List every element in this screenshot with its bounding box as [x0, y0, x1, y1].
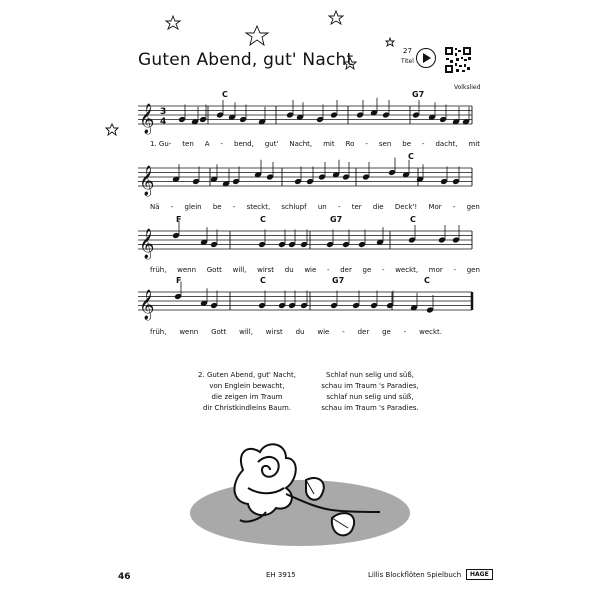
track-number: 27: [403, 47, 412, 55]
verse-line: schlaf nun selig und süß,: [326, 393, 414, 401]
lyric-syllable: ten: [182, 140, 194, 148]
lyric-syllable: dacht,: [435, 140, 458, 148]
verse-line: schau im Traum 's Paradies,: [321, 382, 419, 390]
lyric-syllable: -: [421, 140, 425, 148]
lyric-syllable: be: [212, 203, 222, 211]
lyric-syllable: die: [372, 203, 384, 211]
lyric-syllable: A: [204, 140, 210, 148]
publisher-logo: HAGE: [466, 569, 493, 580]
treble-clef-icon: 𝄞: [139, 290, 155, 320]
verse-line: dir Christkindleins Baum.: [203, 404, 291, 412]
lyric-syllable: -: [327, 266, 330, 274]
lyric-syllable: ge: [362, 266, 372, 274]
lyric-syllable: -: [403, 328, 407, 336]
lyric-syllable: ge: [382, 328, 391, 336]
lyric-syllable: mit: [323, 140, 335, 148]
chord-symbol: C: [410, 215, 416, 224]
lyric-syllable: Nä: [150, 203, 160, 211]
book-title: Lillis Blockflöten Spielbuch: [368, 571, 462, 579]
chord-symbol: G7: [330, 215, 343, 224]
verse-line: Schlaf nun selig und süß,: [326, 371, 414, 379]
lyric-syllable: -: [342, 328, 345, 336]
lyric-syllable: weckt.: [419, 328, 442, 336]
lyric-syllable: -: [365, 140, 368, 148]
time-signature-top: 3: [160, 107, 167, 117]
lyric-syllable: wirst: [265, 328, 283, 336]
lyric-syllable: glein: [184, 203, 202, 211]
lyric-syllable: -: [453, 266, 456, 274]
lyric-syllable: früh,: [150, 266, 167, 274]
lyric-syllable: gen: [466, 266, 480, 274]
chord-symbol: C: [260, 276, 266, 285]
lyric-syllable: Nacht,: [289, 140, 313, 148]
lyric-syllable: -: [452, 203, 456, 211]
lyric-syllable: ter: [351, 203, 362, 211]
lyric-syllable: wirst: [257, 266, 275, 274]
lyric-syllable: Gott: [206, 266, 222, 274]
chord-symbol: F: [176, 215, 182, 224]
lyric-syllable: Gott: [211, 328, 227, 336]
treble-clef-icon: 𝄞: [139, 229, 155, 259]
catalog-number: EH 3915: [266, 571, 296, 579]
lyric-syllable: Deck'!: [394, 203, 418, 211]
chord-symbol: F: [176, 276, 182, 285]
treble-clef-icon: 𝄞: [139, 104, 155, 134]
lyric-syllable: -: [232, 203, 236, 211]
lyric-syllable: steckt,: [246, 203, 271, 211]
verse-line: 2. Guten Abend, gut' Nacht,: [198, 371, 296, 379]
lyric-syllable: wie: [304, 266, 317, 274]
treble-clef-icon: 𝄞: [139, 166, 155, 196]
lyric-syllable: will,: [239, 328, 253, 336]
chord-symbol: C: [424, 276, 430, 285]
lyric-syllable: mor: [428, 266, 443, 274]
lyric-syllable: gen: [466, 203, 480, 211]
lyric-syllable: -: [337, 203, 341, 211]
song-title: Guten Abend, gut' Nacht: [138, 50, 354, 70]
verse-line: schau im Traum 's Paradies.: [321, 404, 419, 412]
lyric-syllable: Ro: [345, 140, 355, 148]
lyric-syllable: 1. Gu-: [150, 140, 172, 148]
lyric-syllable: -: [220, 140, 224, 148]
lyric-syllable: Mor: [428, 203, 442, 211]
lyric-syllable: früh,: [150, 328, 167, 336]
lyric-syllable: gut': [264, 140, 279, 148]
chord-symbol: G7: [412, 90, 425, 99]
lyric-syllable: weckt,: [395, 266, 419, 274]
chord-symbol: C: [222, 90, 228, 99]
lyric-syllable: der: [357, 328, 370, 336]
chord-symbol: C: [260, 215, 266, 224]
lyric-syllable: be: [402, 140, 412, 148]
lyric-syllable: der: [340, 266, 352, 274]
lyric-syllable: du: [284, 266, 294, 274]
verse-line: die zeigen im Traum: [211, 393, 283, 401]
lyric-syllable: wenn: [177, 266, 197, 274]
lyric-syllable: sen: [378, 140, 392, 148]
lyric-syllable: wenn: [179, 328, 199, 336]
chord-symbol: G7: [332, 276, 345, 285]
verse-line: von Englein bewacht,: [209, 382, 285, 390]
lyric-syllable: bend,: [234, 140, 254, 148]
lyric-syllable: schlupf: [281, 203, 307, 211]
source-label: Volkslied: [454, 84, 481, 91]
lyric-syllable: un: [317, 203, 327, 211]
track-label: Titel: [401, 58, 414, 65]
lyric-syllable: will,: [232, 266, 247, 274]
lyric-syllable: wie: [317, 328, 330, 336]
lyric-syllable: mit: [468, 140, 480, 148]
time-signature-bottom: 4: [160, 117, 167, 127]
chord-symbol: C: [408, 152, 414, 161]
lyric-syllable: du: [295, 328, 305, 336]
page-number: 46: [118, 572, 131, 582]
lyric-syllable: -: [381, 266, 385, 274]
lyric-syllable: -: [170, 203, 174, 211]
